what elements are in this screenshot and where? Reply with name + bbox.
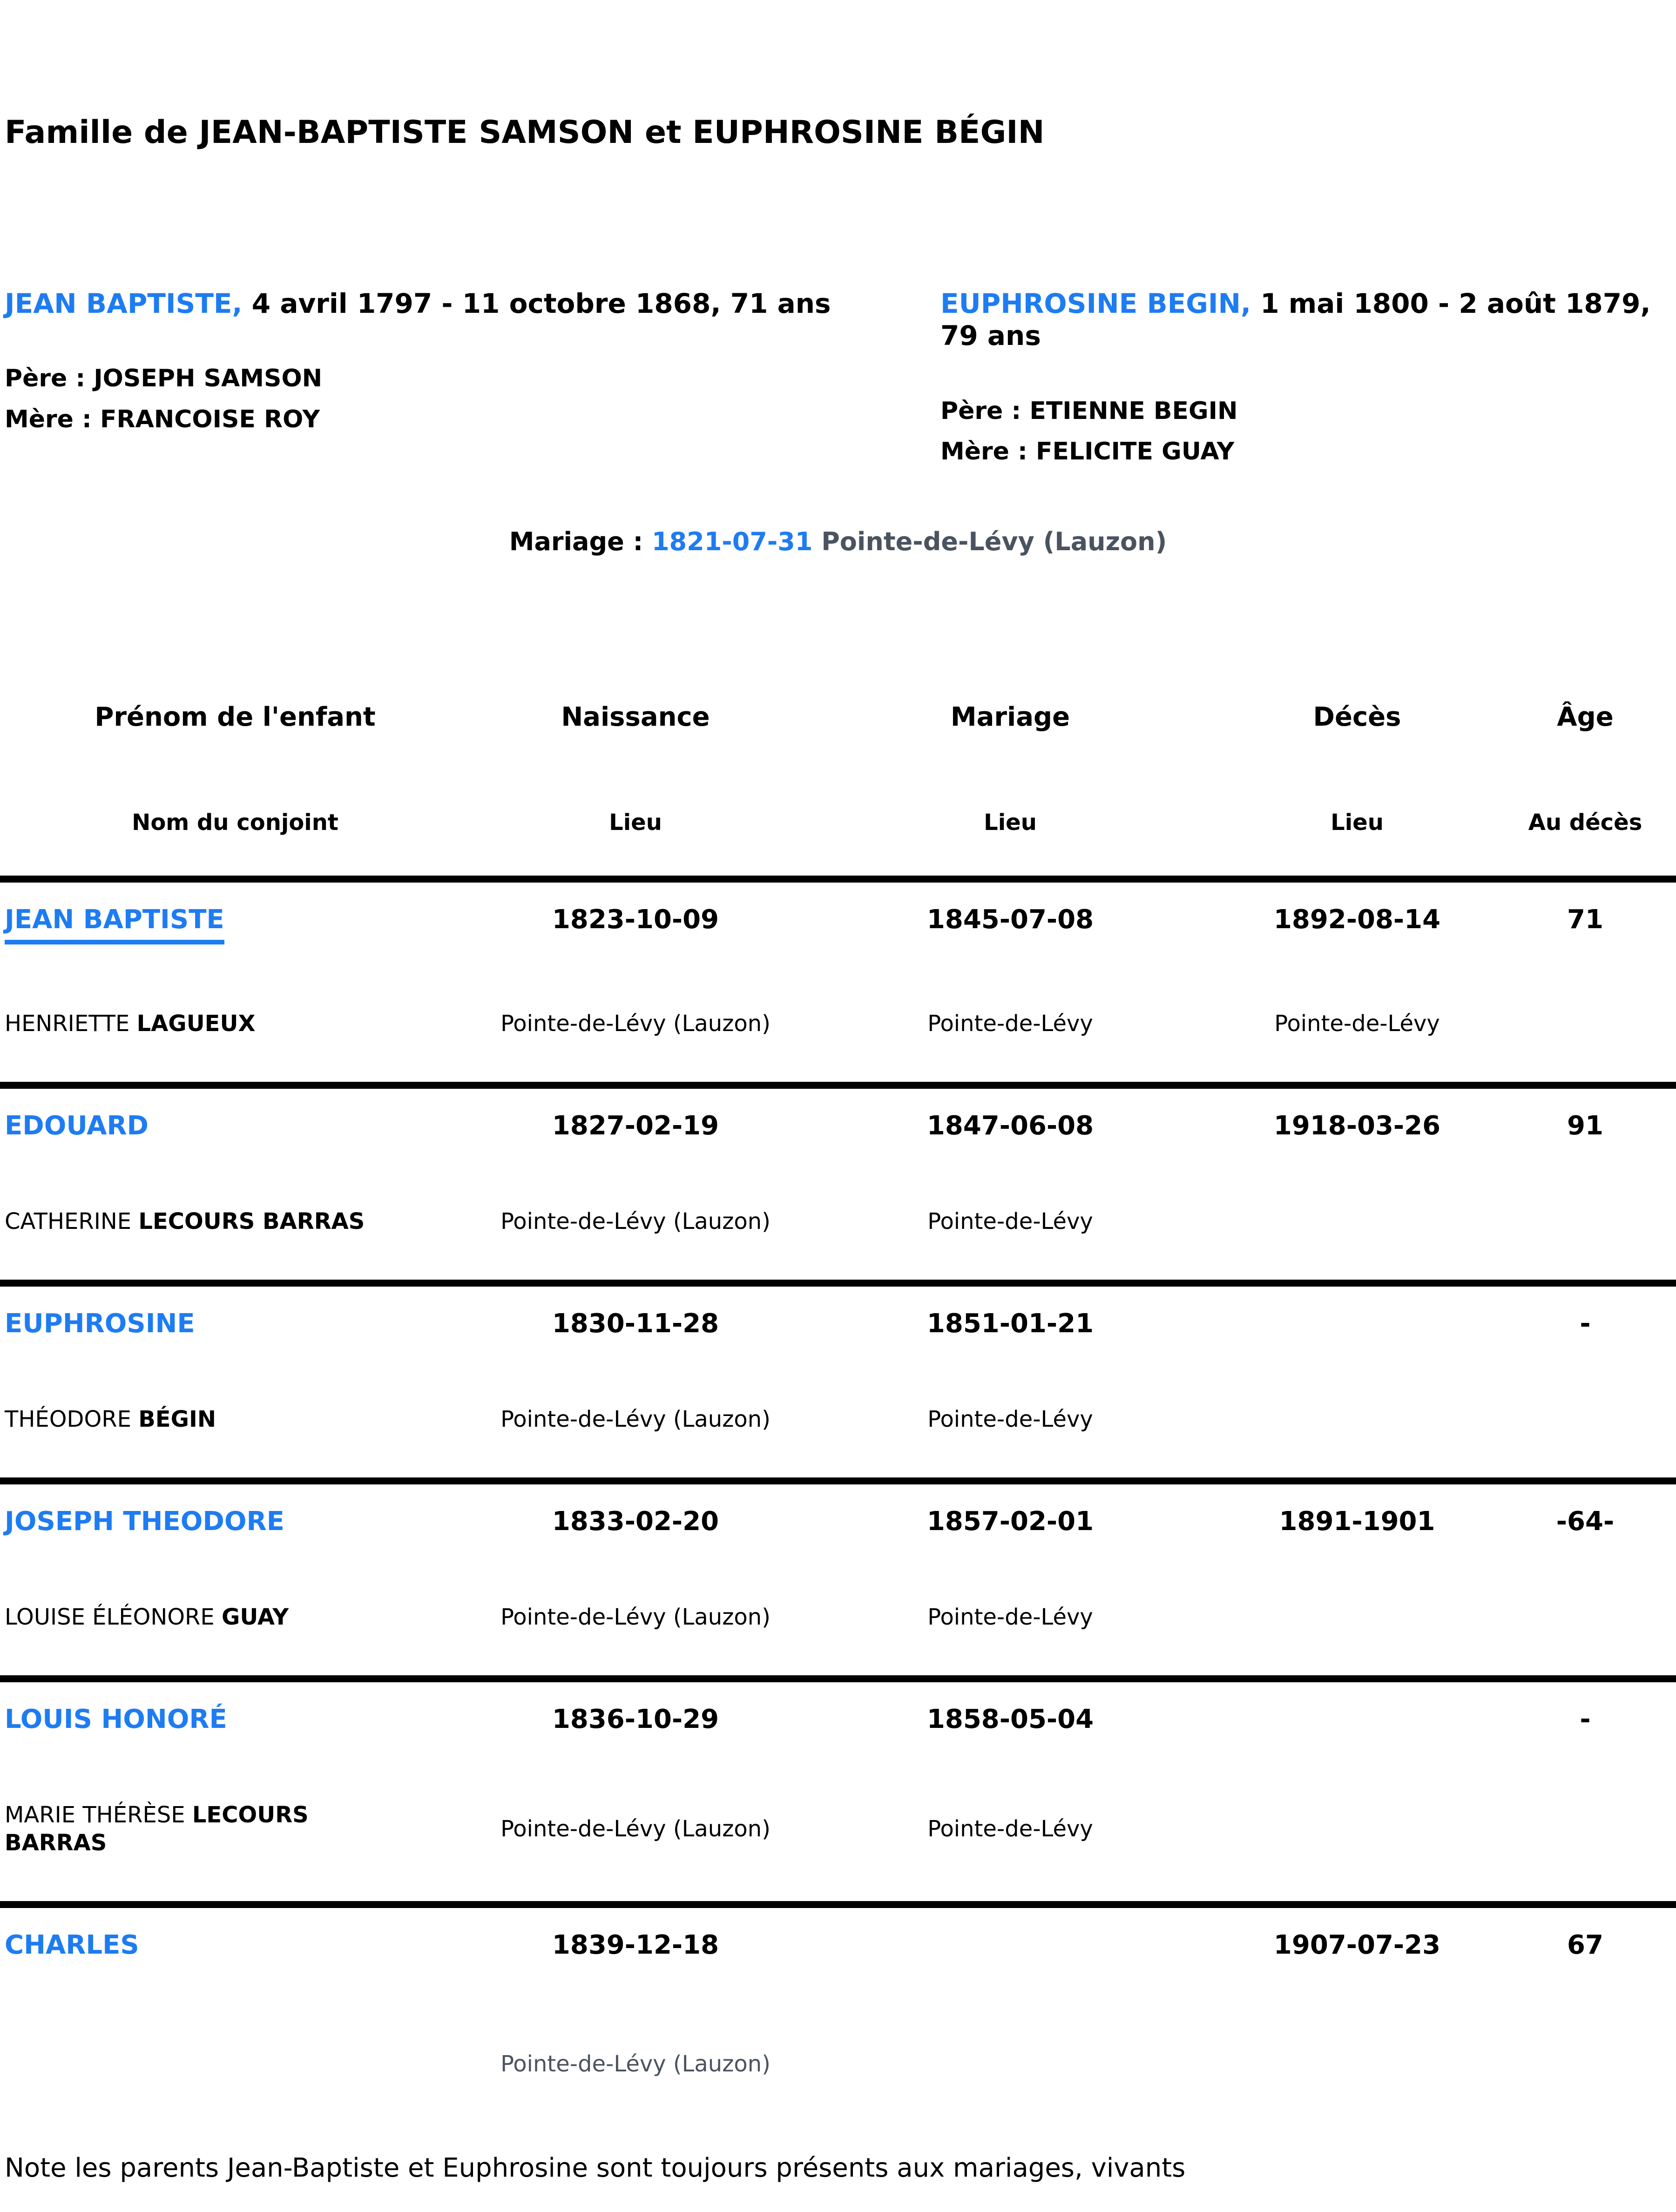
birth-date: 1827-02-19 bbox=[552, 1111, 719, 1141]
birth-date: 1830-11-28 bbox=[552, 1308, 719, 1339]
husband-name-line bbox=[5, 288, 940, 320]
age-at-death: - bbox=[1580, 1308, 1591, 1339]
death-date: 1907-07-23 bbox=[1273, 1930, 1441, 1961]
child-row-euphrosine bbox=[0, 1280, 1676, 1477]
marriage-date: 1847-06-08 bbox=[926, 1111, 1094, 1141]
child-name: JOSEPH THEODORE bbox=[5, 1506, 284, 1537]
age-at-death: 67 bbox=[1567, 1930, 1603, 1961]
table-header-row bbox=[0, 701, 1676, 733]
footer-note: Note les parents Jean-Baptiste et Euphrosine sont toujours présents aux mariages, vivants bbox=[5, 2153, 1186, 2184]
husband-father-name: JOSEPH SAMSON bbox=[94, 364, 323, 393]
marriage-date: 1851-01-21 bbox=[926, 1308, 1094, 1339]
death-date: 1892-08-14 bbox=[1273, 904, 1441, 935]
birth-place: Pointe-de-Lévy (Lauzon) bbox=[500, 1406, 770, 1433]
age-at-death: - bbox=[1580, 1704, 1591, 1735]
wife-section bbox=[940, 288, 1676, 466]
death-place: Pointe-de-Lévy bbox=[1274, 1011, 1440, 1037]
child-row-charles bbox=[0, 1901, 1676, 2078]
marriage-date: 1821-07-31 bbox=[651, 526, 813, 556]
birth-date: 1839-12-18 bbox=[552, 1930, 719, 1961]
father-label: Père : bbox=[940, 397, 1021, 425]
child-name-link[interactable]: JEAN BAPTISTE bbox=[0, 904, 470, 944]
husband-section bbox=[0, 288, 940, 466]
page-title: Famille de JEAN-BAPTISTE SAMSON et EUPHROSINE BÉGIN bbox=[5, 114, 1045, 151]
child-row-joseph-theodore bbox=[0, 1477, 1676, 1675]
child-row-edouard bbox=[0, 1082, 1676, 1280]
husband-mother-name: FRANCOISE ROY bbox=[100, 405, 320, 433]
column-subheader-spouse: Nom du conjoint bbox=[132, 809, 338, 836]
death-date: 1891-1901 bbox=[1279, 1506, 1435, 1537]
birth-date: 1823-10-09 bbox=[552, 904, 719, 935]
marriage-place: Pointe-de-Lévy bbox=[927, 1816, 1093, 1842]
spouse-name: CATHERINE LECOURS BARRAS bbox=[5, 1208, 365, 1235]
marriage-line bbox=[0, 527, 1676, 557]
marriage-date: 1857-02-01 bbox=[926, 1506, 1094, 1537]
column-subheader-marriage-place: Lieu bbox=[984, 809, 1037, 836]
birth-place: Pointe-de-Lévy (Lauzon) bbox=[500, 1604, 770, 1631]
child-row-jean-baptiste bbox=[0, 876, 1676, 1082]
table-subheader-row bbox=[0, 809, 1676, 836]
age-at-death: -64- bbox=[1556, 1506, 1615, 1537]
spouse-name: MARIE THÉRÈSE LECOURS BARRAS bbox=[5, 1802, 309, 1856]
marriage-place: Pointe-de-Lévy bbox=[927, 1604, 1093, 1631]
birth-place: Pointe-de-Lévy (Lauzon) bbox=[500, 2051, 770, 2077]
wife-father-line bbox=[940, 397, 1676, 425]
column-subheader-birth-place: Lieu bbox=[609, 809, 662, 836]
wife-name-line bbox=[940, 288, 1676, 352]
birth-place: Pointe-de-Lévy (Lauzon) bbox=[500, 1011, 770, 1037]
marriage-date: 1845-07-08 bbox=[926, 904, 1094, 935]
husband-father-line bbox=[5, 364, 940, 393]
column-header-child: Prénom de l'enfant bbox=[95, 701, 376, 732]
parents-section bbox=[0, 288, 1676, 466]
column-subheader-age-at-death: Au décès bbox=[1528, 809, 1642, 836]
marriage-label: Mariage : bbox=[509, 526, 643, 556]
birth-date: 1833-02-20 bbox=[552, 1506, 719, 1537]
husband-name: JEAN BAPTISTE, bbox=[5, 287, 243, 319]
column-header-death: Décès bbox=[1313, 701, 1401, 732]
age-at-death: 71 bbox=[1567, 904, 1603, 935]
wife-mother-name: FELICITE GUAY bbox=[1035, 438, 1235, 466]
spouse-name: LOUISE ÉLÉONORE GUAY bbox=[5, 1604, 289, 1631]
column-subheader-death-place: Lieu bbox=[1331, 809, 1384, 836]
column-header-marriage: Mariage bbox=[950, 701, 1070, 732]
mother-label: Mère : bbox=[5, 405, 92, 433]
death-date: 1918-03-26 bbox=[1273, 1111, 1441, 1141]
child-name: EDOUARD bbox=[5, 1111, 149, 1141]
child-name: EUPHROSINE bbox=[5, 1308, 195, 1339]
marriage-place: Pointe-de-Lévy bbox=[927, 1406, 1093, 1433]
marriage-place: Pointe-de-Lévy (Lauzon) bbox=[821, 526, 1167, 556]
spouse-name: HENRIETTE LAGUEUX bbox=[5, 1011, 256, 1037]
wife-life-dates: 1 mai 1800 - 2 août 1879, 79 ans bbox=[940, 287, 1651, 352]
mother-label: Mère : bbox=[940, 438, 1027, 466]
children-table bbox=[0, 876, 1676, 2078]
marriage-place: Pointe-de-Lévy bbox=[927, 1208, 1093, 1235]
husband-mother-line bbox=[5, 405, 940, 434]
column-header-age: Âge bbox=[1557, 701, 1614, 732]
wife-father-name: ETIENNE BEGIN bbox=[1029, 397, 1238, 425]
age-at-death: 91 bbox=[1567, 1111, 1603, 1141]
child-name: CHARLES bbox=[5, 1930, 139, 1961]
birth-place: Pointe-de-Lévy (Lauzon) bbox=[500, 1208, 770, 1235]
spouse-name: THÉODORE BÉGIN bbox=[5, 1406, 216, 1433]
marriage-place: Pointe-de-Lévy bbox=[927, 1011, 1093, 1037]
wife-mother-line bbox=[940, 437, 1676, 466]
wife-last-name: BEGIN, bbox=[1147, 287, 1251, 319]
child-row-louis-honore bbox=[0, 1675, 1676, 1901]
birth-place: Pointe-de-Lévy (Lauzon) bbox=[500, 1816, 770, 1842]
wife-first-name: EUPHROSINE bbox=[940, 287, 1138, 319]
marriage-date: 1858-05-04 bbox=[926, 1704, 1094, 1735]
column-header-birth: Naissance bbox=[561, 701, 710, 732]
child-name: LOUIS HONORÉ bbox=[5, 1704, 227, 1735]
birth-date: 1836-10-29 bbox=[552, 1704, 719, 1735]
husband-life-dates: 4 avril 1797 - 11 octobre 1868, 71 ans bbox=[251, 287, 831, 319]
father-label: Père : bbox=[5, 364, 86, 393]
